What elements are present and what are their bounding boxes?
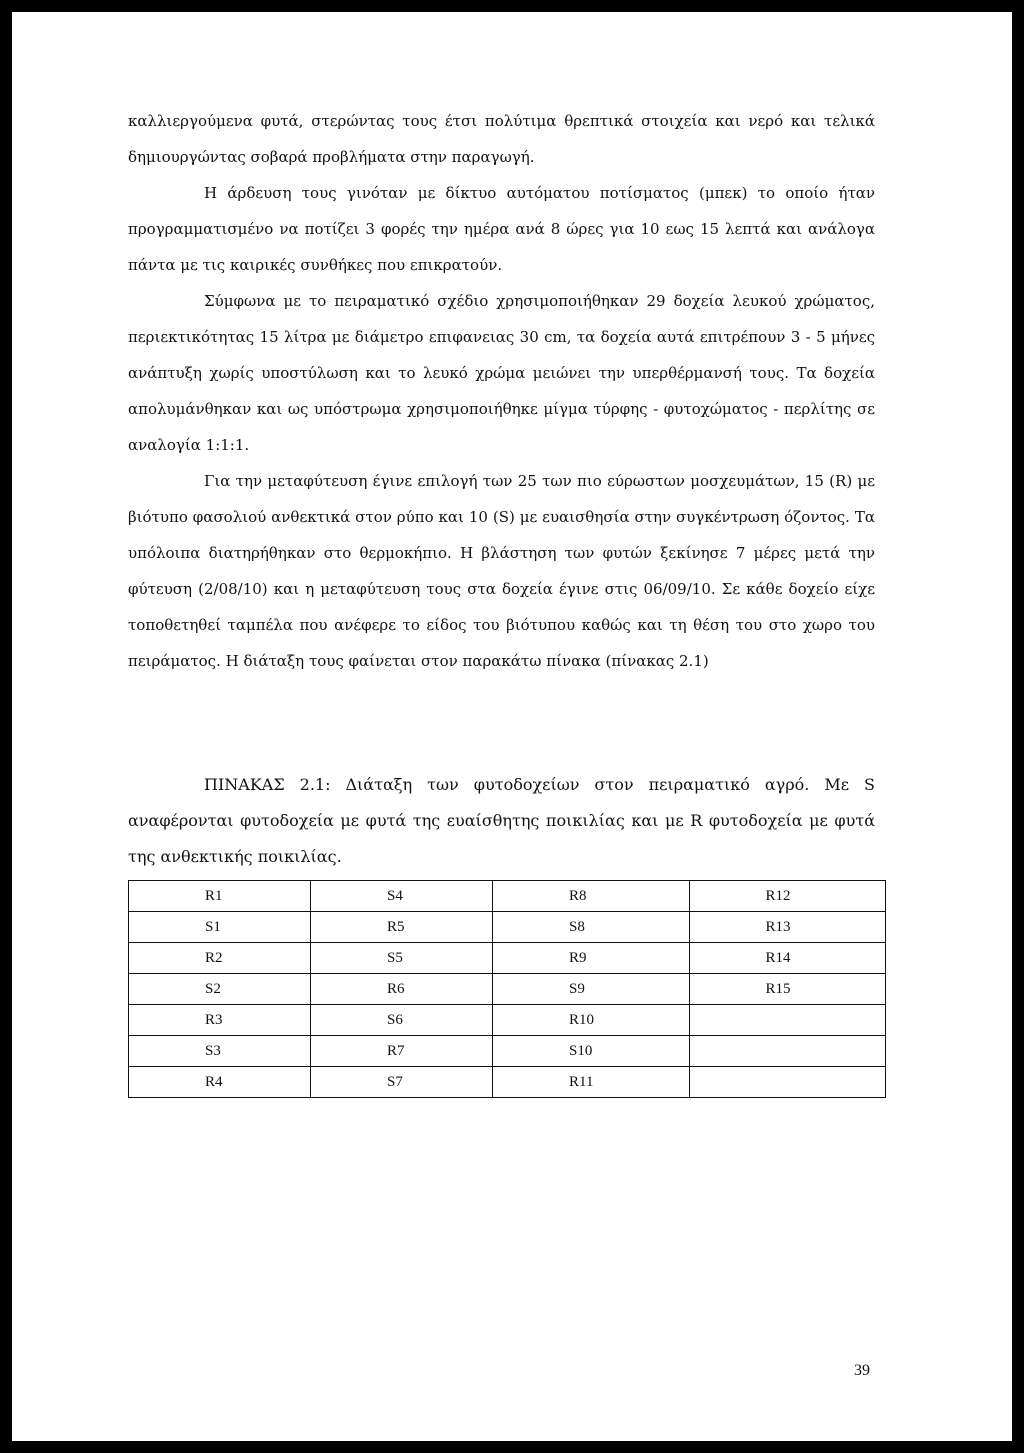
table-cell: S10 xyxy=(493,1036,689,1067)
paragraph-continuation: καλλιεργούμενα φυτά, στερώντας τους έτσι πολύτιμα θρεπτικά στοιχεία και νερό και τελικά δημιουργώντας σοβαρά προβλήματα στην παραγωγή. xyxy=(128,112,875,166)
table-row xyxy=(129,943,886,974)
table-cell: R10 xyxy=(493,1005,689,1036)
table-row xyxy=(129,912,886,943)
table-row xyxy=(129,881,886,912)
table-cell: R6 xyxy=(311,974,493,1005)
pot-layout-table xyxy=(128,880,886,1098)
table-cell: R14 xyxy=(689,943,886,974)
table-cell: R5 xyxy=(311,912,493,943)
table-cell xyxy=(689,1067,886,1098)
table-cell: R11 xyxy=(493,1067,689,1098)
table-cell: R13 xyxy=(689,912,886,943)
table-caption-block xyxy=(128,767,875,875)
table-cell: S1 xyxy=(129,912,311,943)
table-cell: S5 xyxy=(311,943,493,974)
table-cell: R8 xyxy=(493,881,689,912)
table-cell: R7 xyxy=(311,1036,493,1067)
table-cell xyxy=(689,1036,886,1067)
table-cell: R15 xyxy=(689,974,886,1005)
table-cell: R1 xyxy=(129,881,311,912)
table-row xyxy=(129,974,886,1005)
table-caption: ΠΙΝΑΚΑΣ 2.1: Διάταξη των φυτοδοχείων στον πειραματικό αγρό. Με S αναφέρονται φυτοδοχεία με φυτά της ευαίσθητης ποικιλίας και με R φυτοδοχεία με φυτά της ανθεκτικής ποικιλίας. xyxy=(128,775,875,866)
paragraph-experimental-design: Σύμφωνα με το πειραματικό σχέδιο χρησιμοποιήθηκαν 29 δοχεία λευκού χρώματος, περιεκτικότητας 15 λίτρα με διάμετρο επιφανειας 30 cm, τα δοχεία αυτά επιτρέπουν 3 - 5 μήνες ανάπτυξη χωρίς υποστύλωση και το λευκό χρώμα μειώνει την υπερθέρμανσή τους. Τα δοχεία απολυμάνθηκαν και ως υπόστρωμα χρησιμοποιήθηκε μίγμα τύρφης - φυτοχώματος - περλίτης σε αναλογία 1:1:1. xyxy=(128,292,875,454)
paragraph-irrigation: Η άρδευση τους γινόταν με δίκτυο αυτόματου ποτίσματος (μπεκ) το οποίο ήταν προγραμματισμένο να ποτίζει 3 φορές την ημέρα ανά 8 ώρες για 10 εως 15 λεπτά και ανάλογα πάντα με τις καιρικές συνθήκες που επικρατούν. xyxy=(128,184,875,274)
table-row xyxy=(129,1005,886,1036)
table-row xyxy=(129,1036,886,1067)
table-cell: R3 xyxy=(129,1005,311,1036)
table-cell: S6 xyxy=(311,1005,493,1036)
table-row xyxy=(129,1067,886,1098)
table-cell: S9 xyxy=(493,974,689,1005)
table-cell: S4 xyxy=(311,881,493,912)
body-text xyxy=(128,103,875,679)
page-number: 39 xyxy=(854,1362,870,1379)
table-cell xyxy=(689,1005,886,1036)
table-cell: S2 xyxy=(129,974,311,1005)
paragraph-transplanting: Για την μεταφύτευση έγινε επιλογή των 25 των πιο εύρωστων μοσχευμάτων, 15 (R) με βιότυπο φασολιού ανθεκτικά στον ρύπο και 10 (S) με ευαισθησία στην συγκέντρωση όζοντος. Τα υπόλοιπα διατηρήθηκαν στο θερμοκήπιο. Η βλάστηση των φυτών ξεκίνησε 7 μέρες μετά την φύτευση (2/08/10) και η μεταφύτευση τους στα δοχεία έγινε στις 06/09/10. Σε κάθε δοχείο είχε τοποθετηθεί ταμπέλα που ανέφερε το είδος του βιότυπου καθώς και τη θέση του στο χωρο του πειράματος. Η διάταξη τους φαίνεται στον παρακάτω πίνακα (πίνακας 2.1) xyxy=(128,472,875,670)
table-cell: R2 xyxy=(129,943,311,974)
table-cell: S8 xyxy=(493,912,689,943)
table-cell: R12 xyxy=(689,881,886,912)
table-cell: S7 xyxy=(311,1067,493,1098)
table-cell: R4 xyxy=(129,1067,311,1098)
table-cell: R9 xyxy=(493,943,689,974)
table-cell: S3 xyxy=(129,1036,311,1067)
